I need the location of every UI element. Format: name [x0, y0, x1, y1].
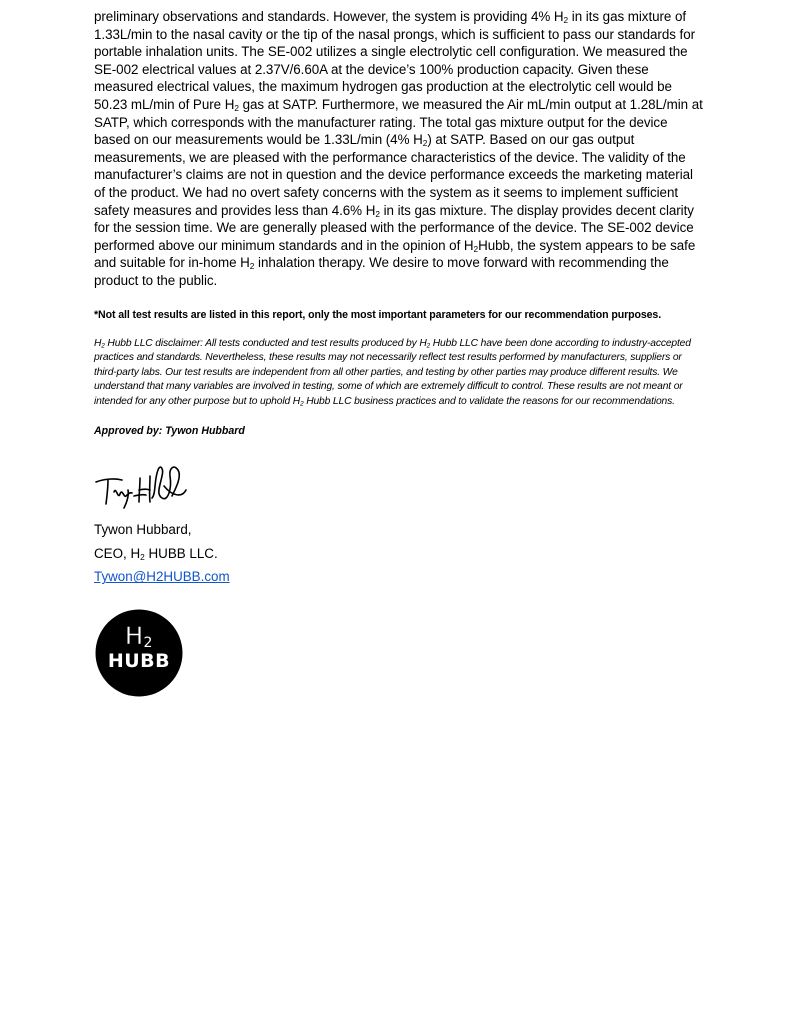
approved-by: Approved by: Tywon Hubbard	[94, 425, 245, 438]
chem-symbol: H	[240, 255, 250, 271]
chem-symbol: H	[224, 96, 235, 112]
chem-subscript: 2	[473, 243, 479, 254]
document-page	[94, 8, 706, 697]
chem-symbol: H	[130, 545, 141, 561]
chem-subscript: 2	[300, 400, 304, 408]
report-text: inhalation therapy. We desire to move forward with recommending the product to the public.	[94, 255, 669, 288]
chem-symbol: H	[463, 237, 474, 253]
h2-hubb-logo	[95, 609, 183, 697]
report-text: in its gas mixture. The display provides decent clarity for the session time. We are generally pleased with the performance of the device. The SE-002 device performed above our minimum standards and in the opinion of	[94, 202, 694, 253]
disclaimer-paragraph	[94, 337, 706, 410]
disclaimer-text: Hubb LLC have been done according to industry-accepted practices and standards. Nevertheless, these results may not necessarily reflect test results performed by manufacturers, suppliers or third-party labs. Our test results are independent from all other parties, and testing by other parties may produce different results. We understand that many variables are involved in testing, some of which are extremely difficult to control. These results are not meant or intended for any other purpose but to uphold	[94, 337, 691, 407]
signature-image	[94, 458, 194, 510]
email-link[interactable]: Tywon@H2HUBB.com	[94, 569, 230, 585]
title-text: HUBB LLC.	[144, 545, 218, 561]
disclaimer-text: Hubb LLC disclaimer: All tests conducted and test results produced by	[104, 337, 420, 349]
chem-symbol: H	[365, 202, 376, 218]
chem-subscript: 2	[426, 342, 431, 350]
logo-wordmark: HUBB	[107, 649, 171, 672]
chem-symbol: H	[413, 132, 423, 148]
chem-subscript: 2	[234, 103, 239, 114]
chem-symbol: H	[94, 337, 102, 349]
report-text: gas at SATP. Furthermore, we measured the Air mL/min output at 1.28L/min at SATP, which corresponds with the manufacturer rating. The total gas mixture output for the device based on our measurements would be 1.33L/min (4%	[94, 96, 703, 148]
logo-h-subscript: 2	[143, 634, 153, 651]
report-text: ) at SATP. Based on our gas output measurements, we are pleased with the performance characteristics of the device. The validity of the manufacturer’s claims are not in question and the device performance exceeds the marketing material of the product. We had no overt safety concerns with the system as it seems to implement sufficient safety measures and provides less than 4.6%	[94, 132, 693, 218]
title-text: CEO,	[94, 545, 131, 561]
report-paragraph	[94, 8, 706, 290]
report-text: in its gas mixture of 1.33L/min to the nasal cavity or the tip of the nasal prongs, which is sufficient to pass our standards for portable inhalation units. The SE-002 utilizes a single electrolytic cell configuration. We measured the SE-002 electrical values at 2.37V/6.60A at the device’s 100% production capacity. Given these measured electrical values, the maximum hydrogen gas production at the electrolytic cell would be 50.23 mL/min of Pure	[94, 9, 696, 112]
results-note: *Not all test results are listed in this report, only the most important parameters for our recommendation purposes.	[94, 308, 662, 321]
chem-symbol: H	[292, 395, 301, 407]
signatory-name: Tywon Hubbard,	[94, 522, 192, 538]
report-text: preliminary observations and standards. However, the system is providing 4%	[94, 9, 554, 24]
signatory-title	[94, 542, 706, 566]
disclaimer-text: Hubb LLC business practices and to validate the reasons for our recommendations.	[303, 395, 675, 407]
signatory-email-line	[94, 565, 706, 589]
chem-symbol: H	[419, 337, 427, 349]
chem-subscript: 2	[563, 15, 569, 26]
chem-subscript: 2	[375, 208, 380, 219]
chem-symbol: H	[553, 9, 564, 24]
chem-subscript: 2	[422, 138, 428, 149]
report-text: Hubb, the system appears to be safe and suitable for in-home	[94, 237, 696, 271]
chem-subscript: 2	[140, 552, 145, 563]
chem-subscript: 2	[249, 261, 255, 272]
chem-subscript: 2	[101, 342, 105, 350]
signature-block	[94, 518, 706, 589]
logo-h-mark: H	[124, 621, 144, 650]
